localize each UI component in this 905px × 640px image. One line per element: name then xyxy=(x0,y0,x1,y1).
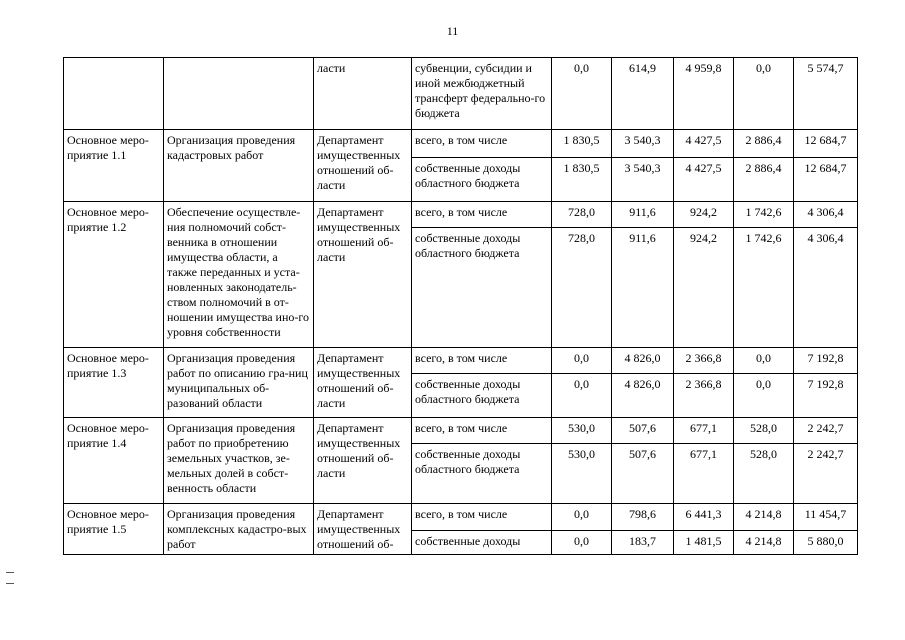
executor-cell: Департамент имущественных отношений об-ласти xyxy=(314,418,412,504)
value-cell: 1 830,5 xyxy=(552,130,612,158)
value-cell: 3 540,3 xyxy=(612,130,674,158)
value-cell: 1 830,5 xyxy=(552,158,612,202)
executor-cell: Департамент имущественных отношений об- xyxy=(314,504,412,555)
margin-mark xyxy=(6,572,14,573)
event-cell: Основное меро-приятие 1.1 xyxy=(64,130,164,202)
value-cell: 12 684,7 xyxy=(794,158,858,202)
value-cell: 924,2 xyxy=(674,228,734,348)
name-cell xyxy=(164,58,314,130)
value-cell: 1 742,6 xyxy=(734,202,794,228)
value-cell: 4 959,8 xyxy=(674,58,734,130)
source-cell: собственные доходы областного бюджета xyxy=(412,228,552,348)
value-cell: 0,0 xyxy=(734,348,794,374)
value-cell: 4 826,0 xyxy=(612,348,674,374)
name-cell: Организация проведения работ по приобретению земельных участков, зе-мельных долей в собст-венность области xyxy=(164,418,314,504)
value-cell: 677,1 xyxy=(674,444,734,504)
executor-cell: Департамент имущественных отношений об-ласти xyxy=(314,348,412,418)
value-cell: 2 366,8 xyxy=(674,374,734,418)
value-cell: 2 886,4 xyxy=(734,158,794,202)
page-number: 11 xyxy=(446,24,459,38)
table-row xyxy=(64,130,858,158)
value-cell: 7 192,8 xyxy=(794,374,858,418)
source-cell: всего, в том числе xyxy=(412,418,552,444)
value-cell: 0,0 xyxy=(734,58,794,130)
source-cell: всего, в том числе xyxy=(412,202,552,228)
source-cell: собственные доходы областного бюджета xyxy=(412,444,552,504)
value-cell: 11 454,7 xyxy=(794,504,858,531)
value-cell: 5 574,7 xyxy=(794,58,858,130)
value-cell: 924,2 xyxy=(674,202,734,228)
value-cell: 530,0 xyxy=(552,444,612,504)
value-cell: 5 880,0 xyxy=(794,530,858,554)
source-cell: всего, в том числе xyxy=(412,504,552,531)
value-cell: 4 214,8 xyxy=(734,530,794,554)
value-cell: 183,7 xyxy=(612,530,674,554)
value-cell: 4 306,4 xyxy=(794,202,858,228)
value-cell: 6 441,3 xyxy=(674,504,734,531)
value-cell: 4 427,5 xyxy=(674,158,734,202)
source-cell: собственные доходы областного бюджета xyxy=(412,158,552,202)
table-row xyxy=(64,504,858,531)
executor-cell: ласти xyxy=(314,58,412,130)
value-cell: 4 427,5 xyxy=(674,130,734,158)
source-cell: собственные доходы xyxy=(412,530,552,554)
value-cell: 0,0 xyxy=(552,504,612,531)
table-row xyxy=(64,58,858,130)
name-cell: Обеспечение осуществле-ния полномочий собст-венника в отношении имущества области, а также переданных и уста-новленных законодатель-ством полномочий в от-ношении имущества ино-го уровня собственности xyxy=(164,202,314,348)
value-cell: 530,0 xyxy=(552,418,612,444)
event-cell: Основное меро-приятие 1.3 xyxy=(64,348,164,418)
value-cell: 507,6 xyxy=(612,444,674,504)
value-cell: 3 540,3 xyxy=(612,158,674,202)
source-cell: собственные доходы областного бюджета xyxy=(412,374,552,418)
executor-cell: Департамент имущественных отношений об-ласти xyxy=(314,130,412,202)
event-cell xyxy=(64,58,164,130)
funding-table xyxy=(63,57,858,555)
event-cell: Основное меро-приятие 1.2 xyxy=(64,202,164,348)
value-cell: 0,0 xyxy=(552,58,612,130)
value-cell: 911,6 xyxy=(612,202,674,228)
value-cell: 7 192,8 xyxy=(794,348,858,374)
executor-cell: Департамент имущественных отношений об-ласти xyxy=(314,202,412,348)
table-row xyxy=(64,202,858,228)
table-row xyxy=(64,418,858,444)
event-cell: Основное меро-приятие 1.5 xyxy=(64,504,164,555)
value-cell: 728,0 xyxy=(552,228,612,348)
value-cell: 4 826,0 xyxy=(612,374,674,418)
value-cell: 2 242,7 xyxy=(794,444,858,504)
value-cell: 1 742,6 xyxy=(734,228,794,348)
value-cell: 798,6 xyxy=(612,504,674,531)
event-cell: Основное меро-приятие 1.4 xyxy=(64,418,164,504)
name-cell: Организация проведения работ по описанию гра-ниц муниципальных об-разований области xyxy=(164,348,314,418)
name-cell: Организация проведения кадастровых работ xyxy=(164,130,314,202)
value-cell: 507,6 xyxy=(612,418,674,444)
margin-mark xyxy=(6,583,14,584)
value-cell: 0,0 xyxy=(552,374,612,418)
value-cell: 0,0 xyxy=(552,530,612,554)
name-cell: Организация проведения комплексных кадастро-вых работ xyxy=(164,504,314,555)
value-cell: 2 242,7 xyxy=(794,418,858,444)
value-cell: 0,0 xyxy=(734,374,794,418)
value-cell: 1 481,5 xyxy=(674,530,734,554)
table-row xyxy=(64,348,858,374)
value-cell: 911,6 xyxy=(612,228,674,348)
value-cell: 2 886,4 xyxy=(734,130,794,158)
source-cell: всего, в том числе xyxy=(412,130,552,158)
source-cell: субвенции, субсидии и иной межбюджетный трансферт федерально-го бюджета xyxy=(412,58,552,130)
value-cell: 677,1 xyxy=(674,418,734,444)
value-cell: 614,9 xyxy=(612,58,674,130)
value-cell: 4 214,8 xyxy=(734,504,794,531)
value-cell: 4 306,4 xyxy=(794,228,858,348)
value-cell: 528,0 xyxy=(734,444,794,504)
value-cell: 728,0 xyxy=(552,202,612,228)
value-cell: 12 684,7 xyxy=(794,130,858,158)
value-cell: 528,0 xyxy=(734,418,794,444)
source-cell: всего, в том числе xyxy=(412,348,552,374)
value-cell: 0,0 xyxy=(552,348,612,374)
value-cell: 2 366,8 xyxy=(674,348,734,374)
